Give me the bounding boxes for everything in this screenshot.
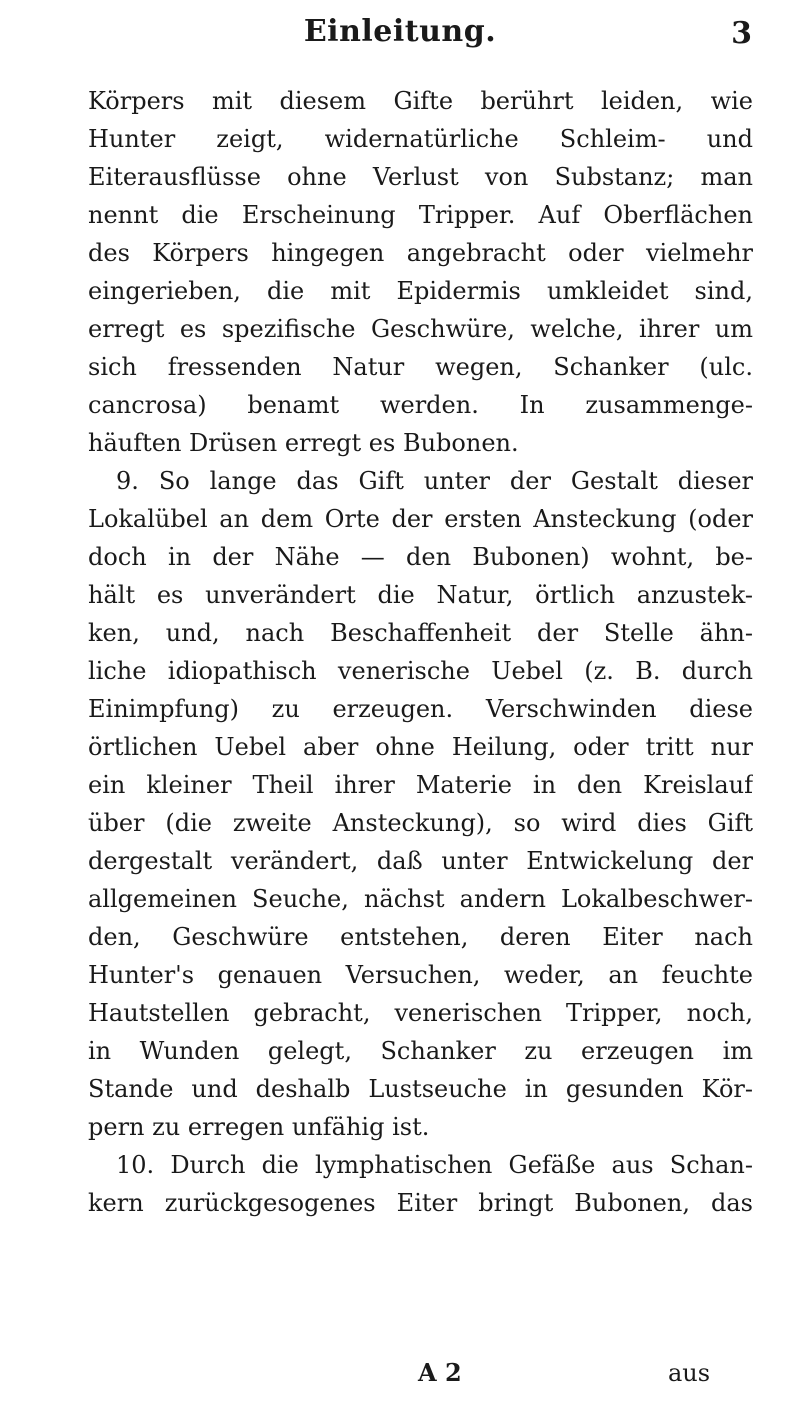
signature-line <box>0 1354 800 1392</box>
text-line: pern zu erregen unfähig ist. <box>88 1113 430 1141</box>
text-line: ken, und, nach Beschaffenheit der Stelle ähn- <box>88 619 753 647</box>
body-text <box>88 82 753 1222</box>
text-line: Lokalübel an dem Orte der ersten Ansteckung (oder <box>88 505 753 533</box>
text-line: örtlichen Uebel aber ohne Heilung, oder tritt nur <box>88 733 753 761</box>
text-line: cancrosa) benamt werden. In zusammenge- <box>88 391 753 419</box>
text-line: ein kleiner Theil ihrer Materie in den Kreislauf <box>88 771 753 799</box>
paragraph-9-start: 9. So lange das Gift unter der Gestalt dieser <box>116 467 753 495</box>
text-line: allgemeinen Seuche, nächst andern Lokalbeschwer- <box>88 885 753 913</box>
text-line: sich fressenden Natur wegen, Schanker (ulc. <box>88 353 753 381</box>
text-line: des Körpers hingegen angebracht oder vielmehr <box>88 239 753 267</box>
text-line: eingerieben, die mit Epidermis umkleidet sind, <box>88 277 753 305</box>
text-line: Hunter zeigt, widernatürliche Schleim- und <box>88 125 753 153</box>
text-line: über (die zweite Ansteckung), so wird dies Gift <box>88 809 753 837</box>
text-line: Hautstellen gebracht, venerischen Tripper, noch, <box>88 999 753 1027</box>
text-line: häuften Drüsen erregt es Bubonen. <box>88 429 519 457</box>
text-line: liche idiopathisch venerische Uebel (z. B. durch <box>88 657 753 685</box>
running-title: Einleitung. <box>303 14 497 49</box>
signature-mark: A 2 <box>418 1358 462 1387</box>
catchword: aus <box>668 1359 711 1387</box>
text-line: Eiterausflüsse ohne Verlust von Substanz; man <box>88 163 753 191</box>
text-line: nennt die Erscheinung Tripper. Auf Oberflächen <box>88 201 753 229</box>
paragraph-10-start: 10. Durch die lymphatischen Gefäße aus Schan- <box>116 1151 753 1179</box>
running-head <box>0 10 800 60</box>
text-line: doch in der Nähe — den Bubonen) wohnt, be- <box>88 543 753 571</box>
page-number: 3 <box>731 16 752 51</box>
text-line: Einimpfung) zu erzeugen. Verschwinden diese <box>88 695 753 723</box>
text-line: Hunter's genauen Versuchen, weder, an feuchte <box>88 961 753 989</box>
text-line: in Wunden gelegt, Schanker zu erzeugen im <box>88 1037 753 1065</box>
text-line: Körpers mit diesem Gifte berührt leiden, wie <box>88 87 753 115</box>
text-line: erregt es spezifische Geschwüre, welche, ihrer um <box>88 315 753 343</box>
text-line: den, Geschwüre entstehen, deren Eiter nach <box>88 923 753 951</box>
text-line: Stande und deshalb Lustseuche in gesunden Kör- <box>88 1075 753 1103</box>
text-line: dergestalt verändert, daß unter Entwickelung der <box>88 847 753 875</box>
text-line: hält es unverändert die Natur, örtlich anzustek- <box>88 581 753 609</box>
text-line: kern zurückgesogenes Eiter bringt Bubonen, das <box>88 1189 753 1217</box>
